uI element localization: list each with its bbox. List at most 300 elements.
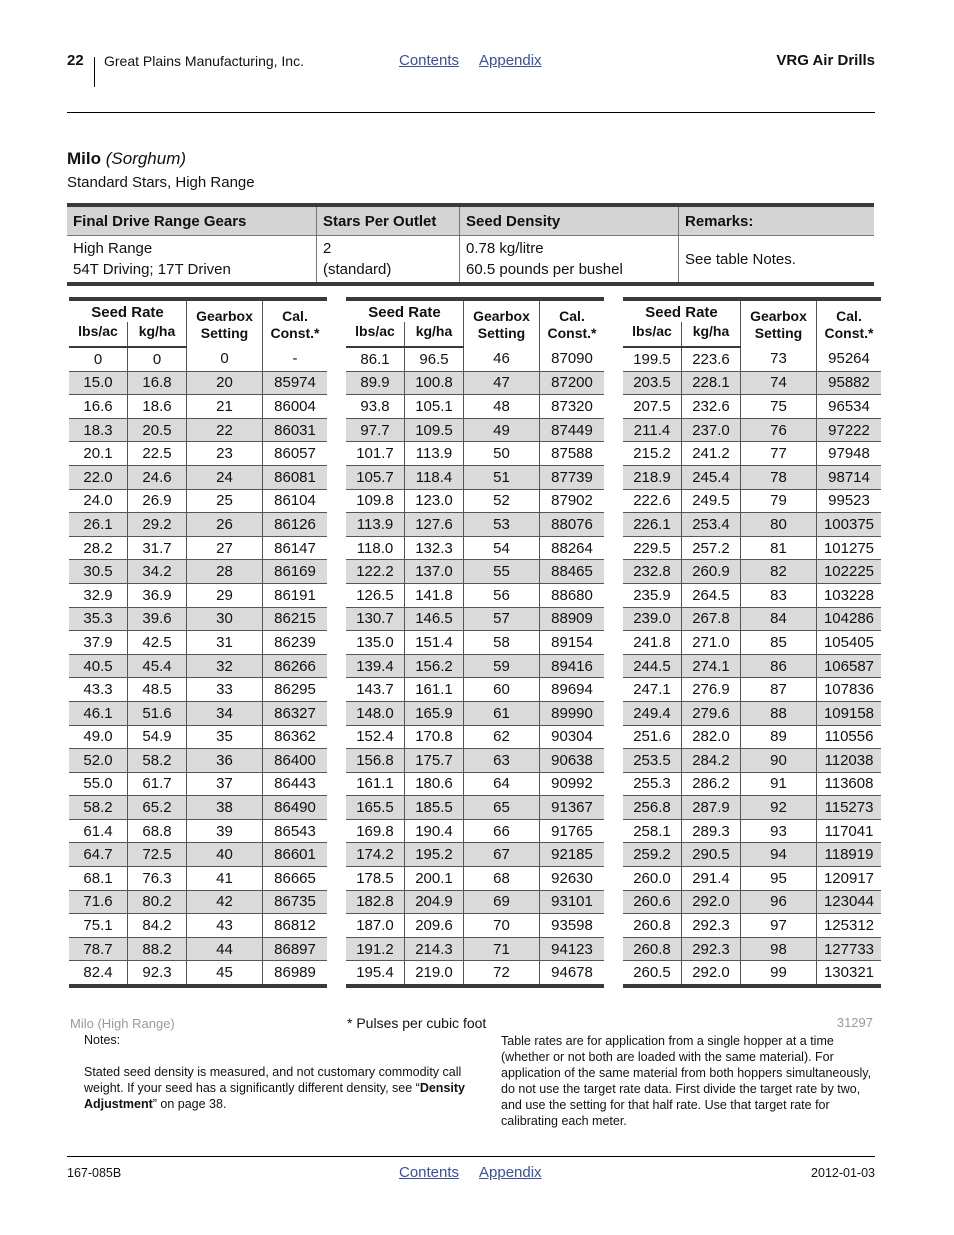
gearbox-setting-cell: 47	[464, 371, 540, 395]
header-rule	[67, 112, 875, 113]
lbs-ac-cell: 260.0	[623, 867, 682, 891]
kg-ha-cell: 118.4	[405, 465, 464, 489]
table-row	[623, 418, 881, 442]
cal-const-cell: 86543	[263, 819, 328, 843]
lbs-ac-cell: 68.1	[69, 867, 128, 891]
table-row	[69, 371, 327, 395]
kg-ha-cell: 180.6	[405, 772, 464, 796]
gearbox-setting-cell: 24	[187, 465, 263, 489]
kg-ha-cell: 274.1	[682, 654, 741, 678]
table-row	[346, 371, 604, 395]
lbs-ac-cell: 61.4	[69, 819, 128, 843]
density-cell: 0.78 kg/litre 60.5 pounds per bushel	[460, 236, 679, 285]
cal-const-cell: 117041	[817, 819, 882, 843]
table-row	[623, 442, 881, 466]
kg-ha-cell: 190.4	[405, 819, 464, 843]
header-divider	[94, 57, 95, 87]
lbs-ac-cell: 16.6	[69, 395, 128, 419]
table-row	[623, 371, 881, 395]
kg-ha-cell: 48.5	[128, 678, 187, 702]
cal-const-cell: 100375	[817, 513, 882, 537]
gearbox-setting-cell: 97	[741, 914, 817, 938]
lbs-ac-cell: 174.2	[346, 843, 405, 867]
kg-ha-cell: 260.9	[682, 560, 741, 584]
gearbox-setting-cell: 20	[187, 371, 263, 395]
crop-alias: (Sorghum)	[105, 149, 187, 168]
kg-ha-cell: 18.6	[128, 395, 187, 419]
lbs-ac-cell: 260.5	[623, 961, 682, 986]
lbs-ac-cell: 58.2	[69, 796, 128, 820]
cal-const-cell: 86812	[263, 914, 328, 938]
kg-ha-cell: 34.2	[128, 560, 187, 584]
table-row	[346, 654, 604, 678]
gearbox-setting-cell: 38	[187, 796, 263, 820]
gearbox-setting-cell: 28	[187, 560, 263, 584]
kg-ha-cell: 257.2	[682, 536, 741, 560]
kg-ha-cell: 223.6	[682, 347, 741, 371]
kg-ha-cell: 65.2	[128, 796, 187, 820]
lbs-ac-cell: 255.3	[623, 772, 682, 796]
lbs-ac-cell: 148.0	[346, 701, 405, 725]
table-row	[69, 961, 327, 986]
lbs-ac-cell: 93.8	[346, 395, 405, 419]
lbs-ac-cell: 18.3	[69, 418, 128, 442]
table-row	[69, 395, 327, 419]
cal-const-cell: 127733	[817, 937, 882, 961]
table-row	[346, 560, 604, 584]
cal-const-cell: 86989	[263, 961, 328, 986]
cal-const-cell: 86362	[263, 725, 328, 749]
gearbox-setting-cell: 98	[741, 937, 817, 961]
lbs-ac-header: lbs/ac	[623, 322, 682, 347]
footer-rule	[67, 1156, 875, 1157]
lbs-ac-cell: 118.0	[346, 536, 405, 560]
gearbox-setting-cell: 32	[187, 654, 263, 678]
gearbox-setting-cell: 62	[464, 725, 540, 749]
lbs-ac-cell: 0	[69, 347, 128, 371]
cal-header-line: Const.*	[824, 325, 874, 341]
gearbox-setting-cell: 70	[464, 914, 540, 938]
kg-ha-header: kg/ha	[128, 322, 187, 347]
gearbox-setting-cell: 52	[464, 489, 540, 513]
lbs-ac-cell: 199.5	[623, 347, 682, 371]
lbs-ac-cell: 135.0	[346, 631, 405, 655]
cal-const-cell: 93101	[540, 890, 605, 914]
gearbox-setting-cell: 50	[464, 442, 540, 466]
lbs-ac-cell: 24.0	[69, 489, 128, 513]
cal-header-line: Cal.	[559, 308, 585, 324]
lbs-ac-cell: 203.5	[623, 371, 682, 395]
kg-ha-header: kg/ha	[682, 322, 741, 347]
kg-ha-cell: 156.2	[405, 654, 464, 678]
lbs-ac-cell: 178.5	[346, 867, 405, 891]
table-row	[346, 890, 604, 914]
kg-ha-cell: 228.1	[682, 371, 741, 395]
kg-ha-cell: 284.2	[682, 749, 741, 773]
contents-link[interactable]: Contents	[399, 52, 460, 69]
table-caption: Milo (High Range)	[70, 1016, 175, 1031]
gearbox-setting-header	[187, 299, 263, 347]
kg-ha-cell: 39.6	[128, 607, 187, 631]
cal-const-cell: 89416	[540, 654, 605, 678]
cal-const-cell: 94123	[540, 937, 605, 961]
lbs-ac-cell: 207.5	[623, 395, 682, 419]
cal-const-cell: 97948	[817, 442, 882, 466]
table-row	[346, 843, 604, 867]
cal-const-header	[817, 299, 882, 347]
table-row	[346, 583, 604, 607]
table-row	[69, 654, 327, 678]
cal-header-line: Const.*	[547, 325, 597, 341]
footer-contents-link[interactable]: Contents	[399, 1164, 460, 1181]
page-number: 22	[67, 52, 84, 69]
table-row	[623, 890, 881, 914]
table-row	[346, 607, 604, 631]
lbs-ac-cell: 152.4	[346, 725, 405, 749]
gearbox-setting-cell: 79	[741, 489, 817, 513]
lbs-ac-cell: 229.5	[623, 536, 682, 560]
cal-const-cell: 92185	[540, 843, 605, 867]
gearbox-header-line: Setting	[200, 325, 249, 341]
lbs-ac-cell: 75.1	[69, 914, 128, 938]
table-row	[623, 819, 881, 843]
gearbox-setting-cell: 87	[741, 678, 817, 702]
gearbox-setting-cell: 26	[187, 513, 263, 537]
table-row	[346, 678, 604, 702]
lbs-ac-cell: 260.8	[623, 937, 682, 961]
kg-ha-cell: 20.5	[128, 418, 187, 442]
density-adjustment-ref: Density Adjustment	[84, 1081, 465, 1111]
section-title	[67, 149, 186, 169]
gearbox-setting-cell: 35	[187, 725, 263, 749]
cal-const-cell: 112038	[817, 749, 882, 773]
cal-const-cell: 90304	[540, 725, 605, 749]
cal-const-cell: 89990	[540, 701, 605, 725]
table-row	[623, 583, 881, 607]
lbs-ac-cell: 258.1	[623, 819, 682, 843]
table-row	[623, 560, 881, 584]
gearbox-setting-cell: 46	[464, 347, 540, 371]
kg-ha-cell: 249.5	[682, 489, 741, 513]
gearbox-setting-cell: 75	[741, 395, 817, 419]
lbs-ac-cell: 43.3	[69, 678, 128, 702]
cal-const-cell: 88076	[540, 513, 605, 537]
lbs-ac-cell: 46.1	[69, 701, 128, 725]
table-row	[623, 937, 881, 961]
gearbox-setting-cell: 30	[187, 607, 263, 631]
table-row	[623, 607, 881, 631]
gearbox-setting-cell: 69	[464, 890, 540, 914]
kg-ha-cell: 241.2	[682, 442, 741, 466]
lbs-ac-cell: 241.8	[623, 631, 682, 655]
final-drive-cell: High Range 54T Driving; 17T Driven	[67, 236, 317, 285]
gearbox-setting-cell: 64	[464, 772, 540, 796]
kg-ha-cell: 204.9	[405, 890, 464, 914]
gearbox-setting-cell: 23	[187, 442, 263, 466]
kg-ha-cell: 113.9	[405, 442, 464, 466]
kg-ha-cell: 22.5	[128, 442, 187, 466]
kg-ha-cell: 292.0	[682, 890, 741, 914]
gearbox-setting-cell: 68	[464, 867, 540, 891]
seed-rate-header: Seed Rate	[346, 299, 464, 322]
table-row	[69, 418, 327, 442]
gearbox-setting-cell: 63	[464, 749, 540, 773]
figure-number: 31297	[836, 1015, 873, 1030]
kg-ha-cell: 175.7	[405, 749, 464, 773]
gearbox-setting-cell: 27	[187, 536, 263, 560]
gearbox-setting-cell: 37	[187, 772, 263, 796]
header-final-drive: Final Drive Range Gears	[67, 205, 317, 236]
header-stars-per-outlet: Stars Per Outlet	[317, 205, 460, 236]
kg-ha-cell: 72.5	[128, 843, 187, 867]
gearbox-setting-cell: 39	[187, 819, 263, 843]
cal-const-cell: 91367	[540, 796, 605, 820]
cal-const-cell: 86897	[263, 937, 328, 961]
table-row	[346, 749, 604, 773]
company-name: Great Plains Manufacturing, Inc.	[104, 53, 304, 69]
table-row	[69, 489, 327, 513]
lbs-ac-cell: 101.7	[346, 442, 405, 466]
gearbox-setting-cell: 40	[187, 843, 263, 867]
lbs-ac-cell: 165.5	[346, 796, 405, 820]
kg-ha-cell: 292.3	[682, 937, 741, 961]
lbs-ac-cell: 222.6	[623, 489, 682, 513]
appendix-link[interactable]: Appendix	[479, 52, 542, 69]
table-row	[69, 607, 327, 631]
kg-ha-cell: 26.9	[128, 489, 187, 513]
cal-header-line: Cal.	[282, 308, 308, 324]
gearbox-setting-cell: 0	[187, 347, 263, 371]
lbs-ac-cell: 215.2	[623, 442, 682, 466]
gearbox-setting-cell: 57	[464, 607, 540, 631]
lbs-ac-cell: 156.8	[346, 749, 405, 773]
gearbox-setting-cell: 41	[187, 867, 263, 891]
cal-const-cell: 88465	[540, 560, 605, 584]
cal-const-cell: 103228	[817, 583, 882, 607]
lbs-ac-cell: 130.7	[346, 607, 405, 631]
gearbox-setting-cell: 33	[187, 678, 263, 702]
table-row	[69, 513, 327, 537]
lbs-ac-cell: 35.3	[69, 607, 128, 631]
gearbox-setting-cell: 49	[464, 418, 540, 442]
lbs-ac-cell: 89.9	[346, 371, 405, 395]
cal-const-header	[263, 299, 328, 347]
table-row	[346, 418, 604, 442]
seed-rate-header: Seed Rate	[623, 299, 741, 322]
kg-ha-cell: 271.0	[682, 631, 741, 655]
gearbox-setting-cell: 65	[464, 796, 540, 820]
cal-const-cell: 85974	[263, 371, 328, 395]
table-row	[346, 725, 604, 749]
cal-const-cell: 94678	[540, 961, 605, 986]
kg-ha-cell: 24.6	[128, 465, 187, 489]
gearbox-setting-cell: 74	[741, 371, 817, 395]
table-row	[69, 796, 327, 820]
cal-const-header	[540, 299, 605, 347]
table-row	[623, 725, 881, 749]
density-note: Stated seed density is measured, and not customary commodity call weight. If your seed has a significantly different density, see “Density Adjustment” on page 38.	[84, 1065, 465, 1111]
kg-ha-cell: 68.8	[128, 819, 187, 843]
gearbox-setting-cell: 67	[464, 843, 540, 867]
kg-ha-cell: 185.5	[405, 796, 464, 820]
table-row	[69, 536, 327, 560]
cal-const-cell: 86327	[263, 701, 328, 725]
cal-const-cell: 106587	[817, 654, 882, 678]
gearbox-setting-cell: 94	[741, 843, 817, 867]
lbs-ac-cell: 226.1	[623, 513, 682, 537]
kg-ha-cell: 290.5	[682, 843, 741, 867]
table-row	[623, 347, 881, 371]
table-row	[346, 937, 604, 961]
cal-const-cell: 86215	[263, 607, 328, 631]
header-seed-density: Seed Density	[460, 205, 679, 236]
kg-ha-cell: 141.8	[405, 583, 464, 607]
gearbox-setting-cell: 90	[741, 749, 817, 773]
settings-summary-table	[67, 203, 874, 286]
cal-const-cell: 98714	[817, 465, 882, 489]
section-subtitle: Standard Stars, High Range	[67, 174, 255, 191]
table-row	[623, 654, 881, 678]
cal-const-cell: 89154	[540, 631, 605, 655]
gearbox-setting-cell: 91	[741, 772, 817, 796]
cal-const-cell: 86104	[263, 489, 328, 513]
gearbox-setting-cell: 36	[187, 749, 263, 773]
kg-ha-cell: 31.7	[128, 536, 187, 560]
lbs-ac-cell: 105.7	[346, 465, 405, 489]
gearbox-setting-cell: 58	[464, 631, 540, 655]
kg-ha-cell: 88.2	[128, 937, 187, 961]
gearbox-setting-cell: 76	[741, 418, 817, 442]
gearbox-setting-cell: 31	[187, 631, 263, 655]
kg-ha-cell: 16.8	[128, 371, 187, 395]
kg-ha-cell: 51.6	[128, 701, 187, 725]
lbs-ac-cell: 244.5	[623, 654, 682, 678]
table-row	[623, 867, 881, 891]
lbs-ac-cell: 32.9	[69, 583, 128, 607]
table-row	[69, 749, 327, 773]
kg-ha-cell: 267.8	[682, 607, 741, 631]
cal-const-cell: 87739	[540, 465, 605, 489]
kg-ha-cell: 132.3	[405, 536, 464, 560]
cal-const-cell: 86443	[263, 772, 328, 796]
cal-header-line: Cal.	[836, 308, 862, 324]
table-row	[346, 819, 604, 843]
rate-table-3	[623, 297, 881, 988]
crop-name: Milo	[67, 149, 101, 168]
table-row	[346, 536, 604, 560]
kg-ha-cell: 58.2	[128, 749, 187, 773]
lbs-ac-cell: 195.4	[346, 961, 405, 986]
hopper-note: Table rates are for application from a single hopper at a time (whether or not both are loaded with the same material). For application of the same material from both hoppers simultaneously, do not use the target rate data. First divide the target rate by two, and use the setting for that half rate. Use that target rate for calibrating each meter.	[501, 1034, 872, 1128]
kg-ha-cell: 105.1	[405, 395, 464, 419]
kg-ha-cell: 209.6	[405, 914, 464, 938]
table-row	[69, 772, 327, 796]
gearbox-setting-cell: 22	[187, 418, 263, 442]
kg-ha-cell: 137.0	[405, 560, 464, 584]
cal-const-cell: 130321	[817, 961, 882, 986]
cal-const-cell: 95264	[817, 347, 882, 371]
cal-const-cell: 92630	[540, 867, 605, 891]
kg-ha-cell: 279.6	[682, 701, 741, 725]
lbs-ac-cell: 20.1	[69, 442, 128, 466]
kg-ha-cell: 146.5	[405, 607, 464, 631]
table-row	[346, 796, 604, 820]
table-row	[346, 395, 604, 419]
lbs-ac-cell: 30.5	[69, 560, 128, 584]
table-row	[69, 631, 327, 655]
gearbox-setting-cell: 21	[187, 395, 263, 419]
lbs-ac-cell: 239.0	[623, 607, 682, 631]
kg-ha-cell: 161.1	[405, 678, 464, 702]
lbs-ac-cell: 260.8	[623, 914, 682, 938]
table-row	[346, 961, 604, 986]
kg-ha-cell: 253.4	[682, 513, 741, 537]
table-row	[346, 867, 604, 891]
table-row	[346, 489, 604, 513]
doc-date: 2012-01-03	[811, 1166, 875, 1180]
kg-ha-cell: 76.3	[128, 867, 187, 891]
gearbox-setting-cell: 85	[741, 631, 817, 655]
gearbox-setting-cell: 81	[741, 536, 817, 560]
kg-ha-cell: 287.9	[682, 796, 741, 820]
cal-const-cell: 104286	[817, 607, 882, 631]
gearbox-setting-cell: 78	[741, 465, 817, 489]
table-row	[69, 701, 327, 725]
table-row	[623, 678, 881, 702]
gearbox-setting-cell: 93	[741, 819, 817, 843]
kg-ha-cell: 292.3	[682, 914, 741, 938]
doc-number: 167-085B	[67, 1166, 122, 1180]
gearbox-setting-cell: 55	[464, 560, 540, 584]
kg-ha-cell: 195.2	[405, 843, 464, 867]
cal-const-cell: 90638	[540, 749, 605, 773]
cal-const-cell: 87902	[540, 489, 605, 513]
footer-appendix-link[interactable]: Appendix	[479, 1164, 542, 1181]
lbs-ac-cell: 71.6	[69, 890, 128, 914]
table-row	[623, 796, 881, 820]
cal-const-cell: 86295	[263, 678, 328, 702]
table-row	[69, 442, 327, 466]
gearbox-setting-cell: 44	[187, 937, 263, 961]
cal-const-cell: 86004	[263, 395, 328, 419]
kg-ha-cell: 291.4	[682, 867, 741, 891]
cal-const-cell: 86169	[263, 560, 328, 584]
cal-const-cell: 93598	[540, 914, 605, 938]
table-row	[346, 347, 604, 371]
lbs-ac-cell: 122.2	[346, 560, 405, 584]
table-row	[346, 631, 604, 655]
gearbox-setting-cell: 99	[741, 961, 817, 986]
kg-ha-cell: 61.7	[128, 772, 187, 796]
table-row	[623, 536, 881, 560]
lbs-ac-cell: 15.0	[69, 371, 128, 395]
table-row	[346, 772, 604, 796]
gearbox-header-line: Gearbox	[473, 308, 530, 324]
gearbox-setting-cell: 54	[464, 536, 540, 560]
gearbox-setting-cell: 59	[464, 654, 540, 678]
lbs-ac-header: lbs/ac	[346, 322, 405, 347]
cal-const-cell: 107836	[817, 678, 882, 702]
gearbox-setting-cell: 45	[187, 961, 263, 986]
lbs-ac-cell: 37.9	[69, 631, 128, 655]
lbs-ac-cell: 52.0	[69, 749, 128, 773]
table-row	[69, 583, 327, 607]
gearbox-setting-cell: 84	[741, 607, 817, 631]
table-row	[623, 843, 881, 867]
table-row	[623, 914, 881, 938]
lbs-ac-cell: 40.5	[69, 654, 128, 678]
cal-const-cell: 86057	[263, 442, 328, 466]
